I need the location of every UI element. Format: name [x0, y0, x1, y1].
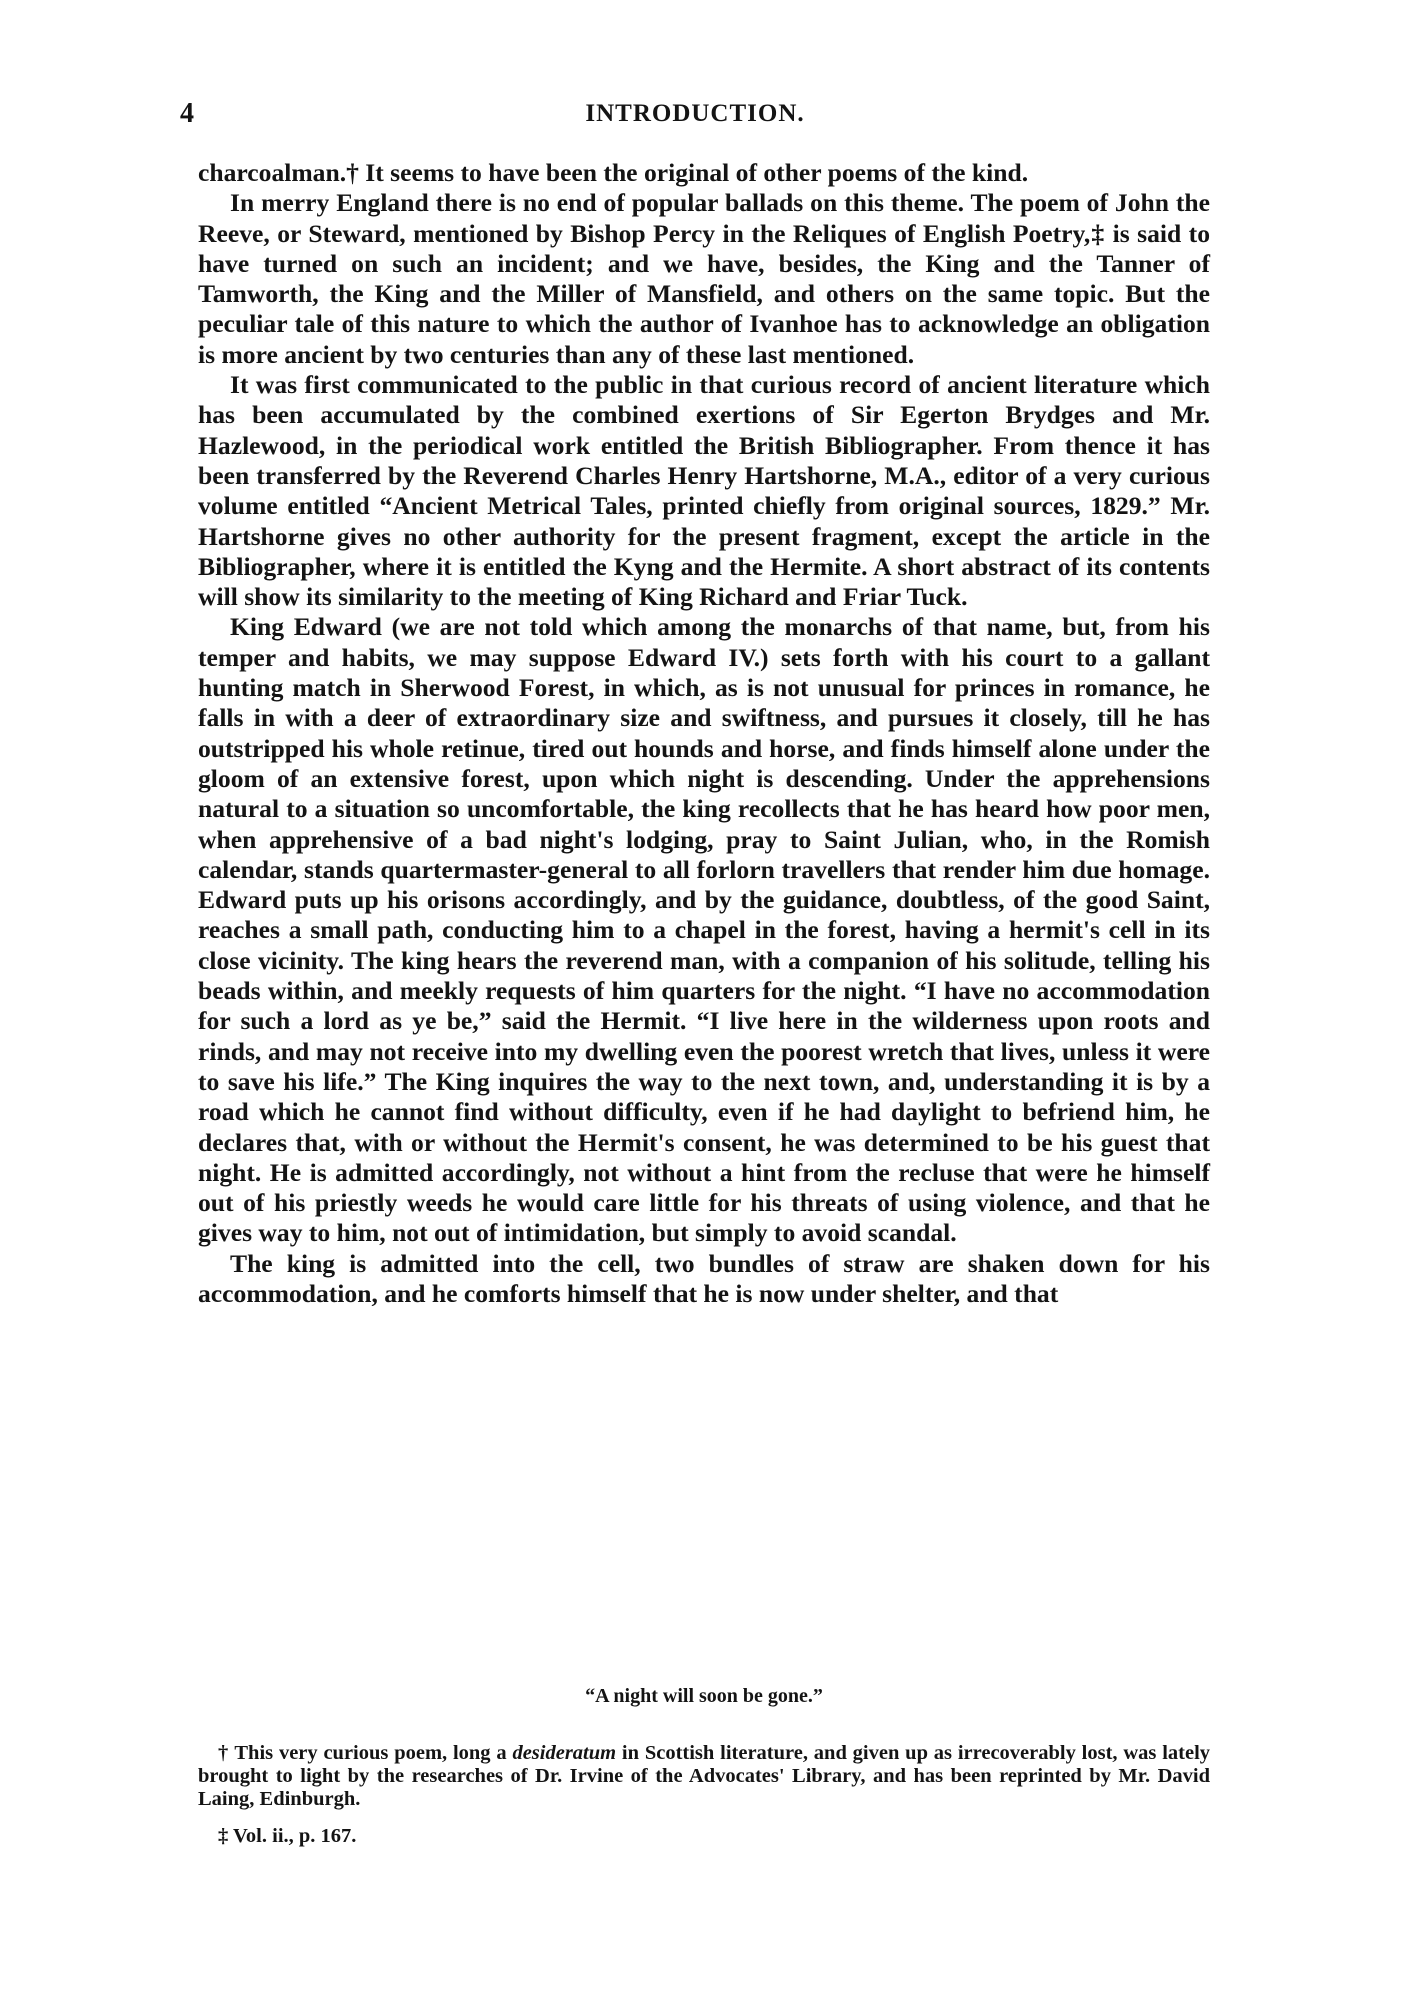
footnote-double-dagger: ‡ Vol. ii., p. 167.: [218, 1825, 357, 1847]
running-title: INTRODUCTION.: [585, 100, 805, 127]
paragraph-4: King Edward (we are not told which among the monarchs of that name, but, from his temper and habits, we may suppose Edward IV.) sets forth with his court to a gallant hunting match in Sherwood Forest, in which, as is not unusual for princes in romance, he falls in with a deer of extraordinary size and swiftness, and pursues it closely, till he has outstripped his whole retinue, tired out hounds and horse, and finds himself alone under the gloom of an extensive forest, upon which night is descending. Under the apprehensions natural to a situation so uncomfortable, the king recollects that he has heard how poor men, when apprehensive of a bad night's lodging, pray to Saint Julian, who, in the Romish calendar, stands quartermaster-general to all forlorn travellers that render him due homage. Edward puts up his orisons accordingly, and by the guidance, doubtless, of the good Saint, reaches a small path, conducting him to a chapel in the forest, having a hermit's cell in its close vicinity. The king hears the reverend man, with a companion of his solitude, telling his beads within, and meekly requests of him quarters for the night. “I have no accommodation for such a lord as ye be,” said the Hermit. “I live here in the wilderness upon roots and rinds, and may not receive into my dwelling even the poorest wretch that lives, unless it were to save his life.” The King inquires the way to the next town, and, understanding it is by a road which he cannot find without difficulty, even if he had daylight to befriend him, he declares that, with or without the Hermit's consent, he was determined to be his guest that night. He is admitted accordingly, not without a hint from the recluse that were he himself out of his priestly weeds he would care little for his threats of using violence, and that he gives way to him, not out of intimidation, but simply to avoid scandal.: [198, 612, 1210, 1248]
paragraph-2: In merry England there is no end of popular ballads on this theme. The poem of John the Reeve, or Steward, mentioned by Bishop Percy in the Reliques of English Poetry,‡ is said to have turned on such an incident; and we have, besides, the King and the Tanner of Tamworth, the King and the Miller of Mansfield, and others on the same topic. But the peculiar tale of this nature to which the author of Ivanhoe has to acknowledge an obligation is more ancient by two centuries than any of these last mentioned.: [198, 188, 1210, 369]
footnote-dagger-text-2: in Scottish literature, and given up as irrecoverably lost, was lately brought to light by the researches of Dr. Irvine of the Advocates' Library, and has been reprinted by Mr. David Laing, Edinburgh.: [198, 1742, 1211, 1810]
footnote-dagger-text-1: † This very curious poem, long a: [218, 1742, 513, 1764]
page-header: [180, 98, 1210, 134]
verse-quotation: “A night will soon be gone.”: [585, 1685, 823, 1707]
footnote-dagger: [198, 1742, 1210, 1811]
paragraph-5: The king is admitted into the cell, two bundles of straw are shaken down for his accommodation, and he comforts himself that he is now under shelter, and that: [198, 1248, 1210, 1308]
paragraph-3: It was first communicated to the public in that curious record of ancient literature which has been accumulated by the combined exertions of Sir Egerton Brydges and Mr. Hazlewood, in the periodical work entitled the British Bibliographer. From thence it has been transferred by the Reverend Charles Henry Hartshorne, M.A., editor of a very curious volume entitled “Ancient Metrical Tales, printed chiefly from original sources, 1829.” Mr. Hartshorne gives no other authority for the present fragment, except the article in the Bibliographer, where it is entitled the Kyng and the Hermite. A short abstract of its contents will show its similarity to the meeting of King Richard and Friar Tuck.: [198, 370, 1210, 612]
page-number: 4: [180, 98, 194, 129]
footnote-dagger-italic: desideratum: [512, 1742, 617, 1764]
footnotes: [198, 1742, 1210, 1848]
body-text: [198, 158, 1210, 1309]
paragraph-1: charcoalman.† It seems to have been the original of other poems of the kind.: [198, 158, 1029, 187]
